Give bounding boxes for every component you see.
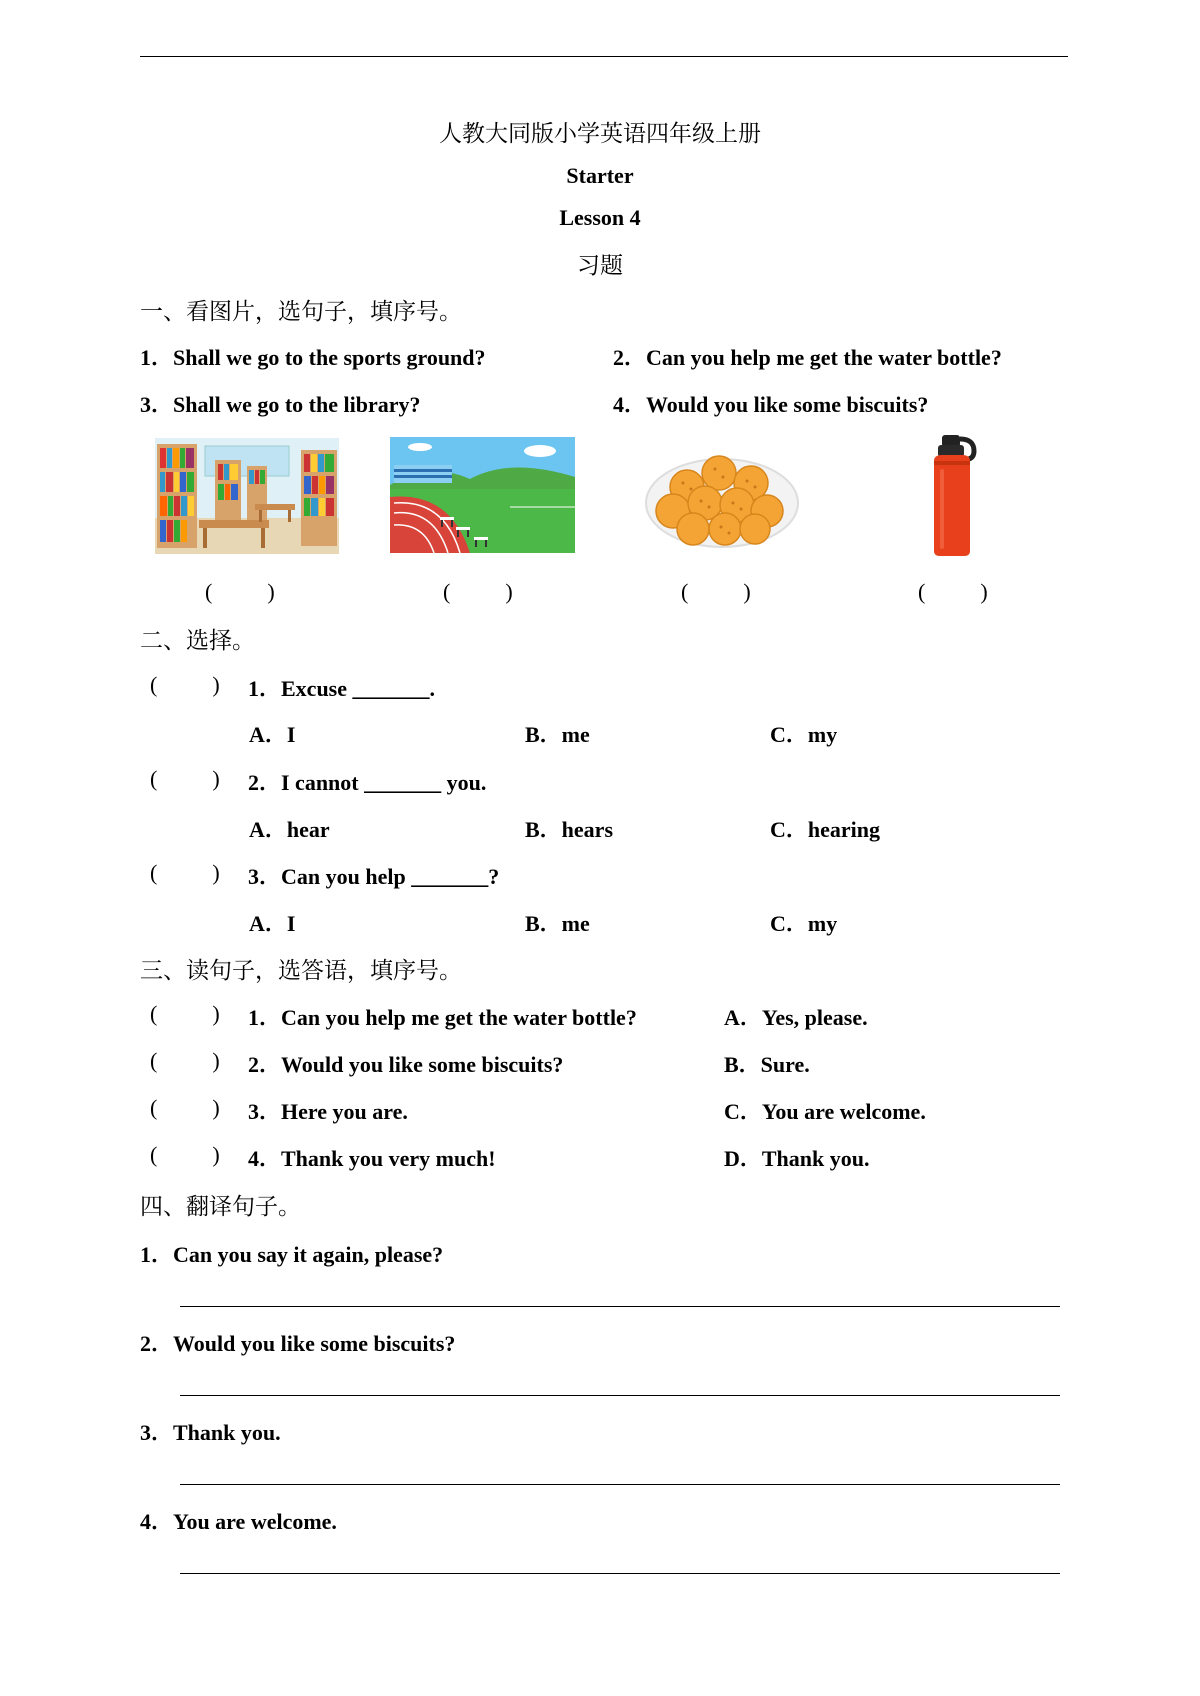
section3-answer-b: B．Sure. xyxy=(724,1052,810,1077)
section1-blank-2[interactable]: ( ) xyxy=(443,579,513,604)
section3-answer-a: A．Yes, please. xyxy=(724,1005,868,1030)
section2-q2-option-b: B．hears xyxy=(525,817,614,842)
section2-q1-option-b: B．me xyxy=(525,722,590,747)
section2-question-3: 3．Can you help _______? xyxy=(248,864,500,889)
section2-q3-option-a: A．I xyxy=(249,911,296,936)
section2-answer-paren-3[interactable]: ( ) xyxy=(150,860,220,885)
section3-answer-d: D．Thank you. xyxy=(724,1146,870,1171)
section3-question-3: 3．Here you are. xyxy=(248,1099,408,1124)
answer-line-2[interactable] xyxy=(180,1395,1060,1396)
section2-q1-option-a: A．I xyxy=(249,722,296,747)
section3-question-4: 4．Thank you very much! xyxy=(248,1146,496,1171)
section3-answer-paren-3[interactable]: ( ) xyxy=(150,1095,220,1120)
section2-q2-option-c: C．hearing xyxy=(770,817,881,842)
section2-q2-option-a: A．hear xyxy=(249,817,330,842)
section1-sentence-2: 2．Can you help me get the water bottle? xyxy=(613,345,1002,370)
section4-item-1: 1．Can you say it again, please? xyxy=(140,1242,444,1267)
section3-question-2: 2．Would you like some biscuits? xyxy=(248,1052,564,1077)
section4-heading: 四、翻译句子。 xyxy=(140,1194,301,1219)
document-title: 人教大同版小学英语四年级上册 xyxy=(439,121,761,146)
answer-line-4[interactable] xyxy=(180,1573,1060,1574)
water-bottle-illustration xyxy=(928,435,980,557)
section1-blank-4[interactable]: ( ) xyxy=(918,579,988,604)
section2-question-2: 2．I cannot _______ you. xyxy=(248,770,487,795)
section1-heading: 一、看图片，选句子，填序号。 xyxy=(140,299,462,324)
sports-ground-illustration xyxy=(390,437,575,553)
top-rule xyxy=(140,56,1068,57)
lesson-title: Lesson 4 xyxy=(559,205,641,230)
biscuits-illustration xyxy=(643,443,801,549)
section3-answer-paren-2[interactable]: ( ) xyxy=(150,1048,220,1073)
section3-heading: 三、读句子，选答语，填序号。 xyxy=(140,958,462,983)
section3-answer-paren-1[interactable]: ( ) xyxy=(150,1001,220,1026)
section1-sentence-3: 3．Shall we go to the library? xyxy=(140,392,421,417)
section1-sentence-1: 1．Shall we go to the sports ground? xyxy=(140,345,486,370)
section1-blank-1[interactable]: ( ) xyxy=(205,579,275,604)
section1-blank-3[interactable]: ( ) xyxy=(681,579,751,604)
subtitle: 习题 xyxy=(577,253,623,278)
section2-question-1: 1．Excuse _______. xyxy=(248,676,436,701)
section4-item-4: 4．You are welcome. xyxy=(140,1509,337,1534)
unit-title: Starter xyxy=(566,163,634,188)
section2-heading: 二、选择。 xyxy=(140,628,255,653)
section2-q3-option-b: B．me xyxy=(525,911,590,936)
section2-q1-option-c: C．my xyxy=(770,722,838,747)
answer-line-3[interactable] xyxy=(180,1484,1060,1485)
section4-item-3: 3．Thank you. xyxy=(140,1420,281,1445)
answer-line-1[interactable] xyxy=(180,1306,1060,1307)
section3-answer-c: C．You are welcome. xyxy=(724,1099,926,1124)
section1-sentence-4: 4．Would you like some biscuits? xyxy=(613,392,929,417)
section2-q3-option-c: C．my xyxy=(770,911,838,936)
section2-answer-paren-2[interactable]: ( ) xyxy=(150,766,220,791)
library-illustration xyxy=(155,438,339,554)
section4-item-2: 2．Would you like some biscuits? xyxy=(140,1331,456,1356)
section2-answer-paren-1[interactable]: ( ) xyxy=(150,672,220,697)
section3-answer-paren-4[interactable]: ( ) xyxy=(150,1142,220,1167)
section3-question-1: 1．Can you help me get the water bottle? xyxy=(248,1005,637,1030)
